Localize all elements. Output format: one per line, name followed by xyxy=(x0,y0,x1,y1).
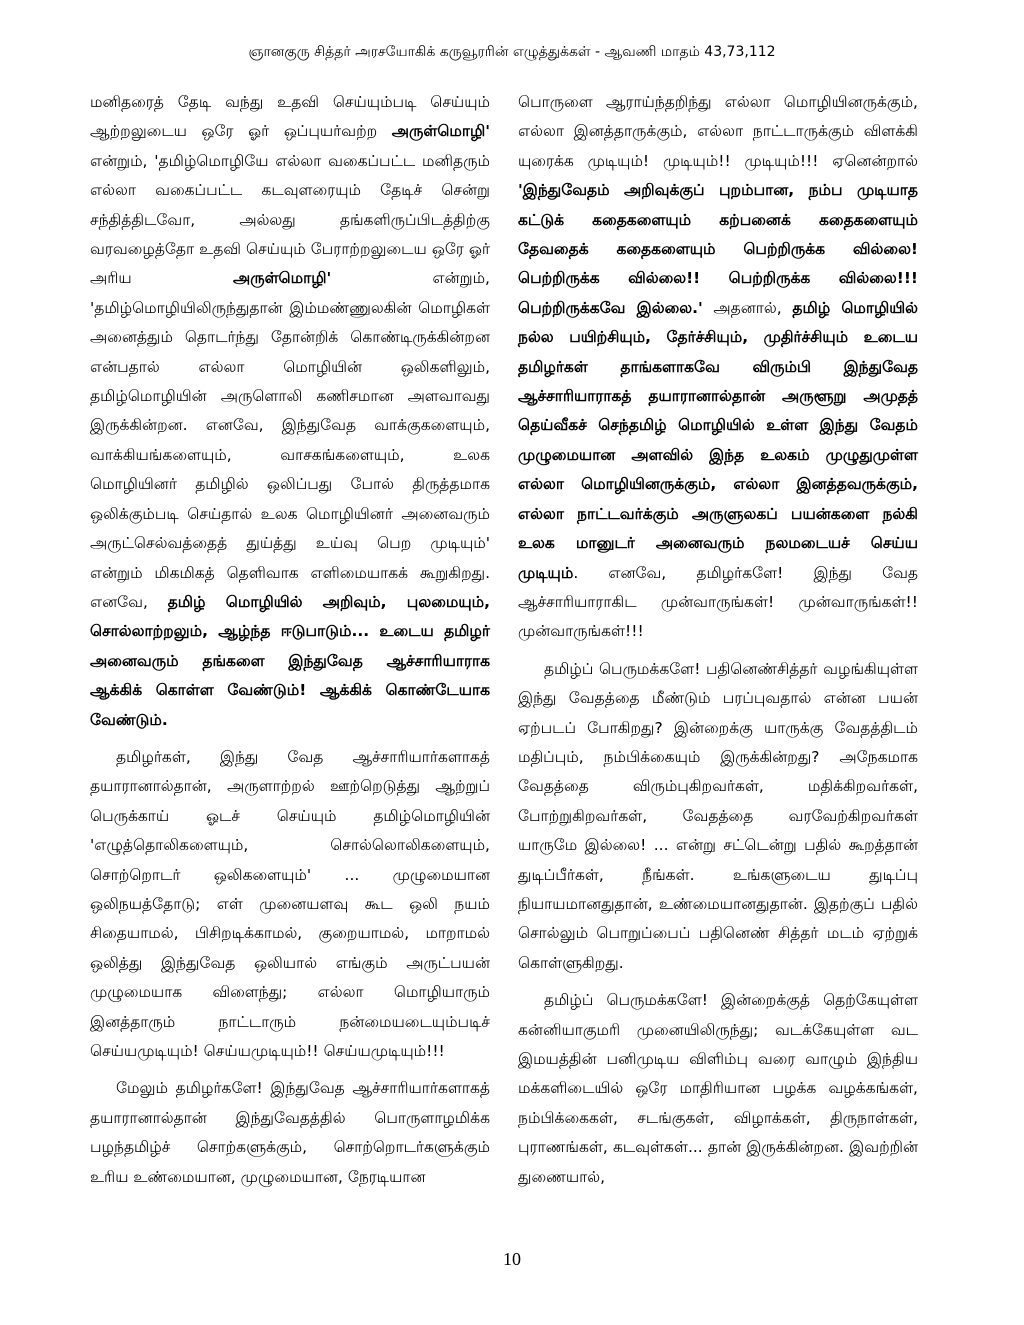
left-p1-bold-3: தமிழ் மொழியில் அறிவும், புலமையும், சொல்லாற்றலும், ஆழ்ந்த ஈடுபாடும்... உடைய தமிழர் அனைவரும் தங்களை இந்துவேத ஆச்சாரியாராக ஆக்கிக் கொள்ள வேண்டும்! ஆக்கிக் கொண்டேயாக வேண்டும். xyxy=(90,592,490,729)
left-p1-text-3: என்றும், 'தமிழ்மொழியிலிருந்துதான் இம்மண்ணுலகின் மொழிகள் அனைத்தும் தொடர்ந்து தோன்றிக் கொண்டிருக்கின்றன என்பதால் எல்லா மொழியின் ஒலிகளிலும், தமிழ்மொழியின் அருளொலி கணிசமான அளவாவது இருக்கின்றன. எனவே, இந்துவேத வாக்குகளையும், வாக்கியங்களையும், வாசகங்களையும், உலக மொழியினர் தமிழில் ஒலிப்பது போல் திருத்தமாக ஒலிக்கும்படி செய்தால் உலக மொழியினர் அனைவரும் அருட்செல்வத்தைத் துய்த்து உய்வு பெற முடியும்' என்றும் மிகமிகத் தெளிவாக எளிமையாகக் கூறுகிறது. எனவே, xyxy=(90,269,490,611)
right-paragraph-3: தமிழ்ப் பெருமக்களே! இன்றைக்குத் தெற்கேயுள்ள கன்னியாகுமரி முனையிலிருந்து; வடக்கேயுள்ள வட இமயத்தின் பனிமுடிய விளிம்பு வரை வாழும் இந்திய மக்களிடையில் ஒரே மாதிரியான பழக்க வழக்கங்கள், நம்பிக்கைகள், சடங்குகள், விழாக்கள், திருநாள்கள், புராணங்கள், கடவுள்கள்... தான் இருக்கின்றன. இவற்றின் துணையால், xyxy=(518,991,918,1186)
left-paragraph-1 xyxy=(90,88,490,735)
left-column xyxy=(90,88,490,1192)
right-column xyxy=(518,88,918,1192)
right-paragraph-2: தமிழ்ப் பெருமக்களே! பதினெண்சித்தர் வழங்கியுள்ள இந்து வேதத்தை மீண்டும் பரப்புவதால் என்ன பயன் ஏற்படப் போகிறது? இன்றைக்கு யாருக்கு வேதத்திடம் மதிப்பும், நம்பிக்கையும் இருக்கின்றது? அநேகமாக வேதத்தை விரும்புகிறவர்கள், மதிக்கிறவர்கள், போற்றுகிறவர்கள், வேதத்தை வரவேற்கிறவர்கள் யாருமே இல்லை! ... என்று சட்டென்று பதில் கூறத்தான் துடிப்பீர்கள், நீங்கள். உங்களுடைய துடிப்பு நியாயமானதுதான், உண்மையானதுதான். இதற்குப் பதில் சொல்லும் பொறுப்பைப் பதினெண் சித்தர் மடம் ஏற்றுக் கொள்ளுகிறது. xyxy=(518,659,918,972)
right-p1-text-1: பொருளை ஆராய்ந்தறிந்து எல்லா மொழியினருக்கும், எல்லா இனத்தாருக்கும், எல்லா நாட்டாருக்கும் விளக்கி யுரைக்க முடியும்! முடியும்!! முடியும்!!! ஏனென்றால் xyxy=(518,93,918,170)
left-p1-bold-1: அருள்மொழி' xyxy=(391,122,490,141)
left-paragraph-3: மேலும் தமிழர்களே! இந்துவேத ஆச்சாரியார்களாகத் தயாரானால்தான் இந்துவேதத்தில் பொருளாழமிக்க பழந்தமிழ்ச் சொற்களுக்கும், சொற்றொடர்களுக்கும் உரிய உண்மையான, முழுமையான, நேரடியான xyxy=(90,1079,490,1186)
left-p1-text-2: என்றும், 'தமிழ்மொழியே எல்லா வகைப்பட்ட மனிதரும் எல்லா வகைப்பட்ட கடவுளரையும் தேடிச் சென்று சந்தித்திடவோ, அல்லது தங்களிருப்பிடத்திற்கு வரவழைத்தோ உதவி செய்யும் பேராற்றலுடைய ஒரே ஓர் அரிய xyxy=(90,151,490,288)
right-p1-text-2: அதனால், xyxy=(702,298,793,317)
left-p1-text-1: மனிதரைத் தேடி வந்து உதவி செய்யும்படி செய்யும் ஆற்றலுடைய ஒரே ஓர் ஒப்புயர்வற்ற xyxy=(90,93,490,141)
right-p1-bold-2: தமிழ் மொழியில் நல்ல பயிற்சியும், தேர்ச்சியும், முதிர்ச்சியும் உடைய தமிழர்கள் தாங்களாகவே விரும்பி இந்துவேத ஆச்சாரியாராகத் தயாரானால்தான் அருளூறு அமுதத் தெய்வீகச் செந்தமிழ் மொழியில் உள்ள இந்து வேதம் முழுமையான அளவில் இந்த உலகம் முழுதுமுள்ள எல்லா மொழியினருக்கும், எல்லா இனத்தவருக்கும், எல்லா நாட்டவர்க்கும் அருளுலகப் பயன்களை நல்கி உலக மானுடர் அனைவரும் நலமடையச் செய்ய முடியும் xyxy=(518,298,918,582)
right-paragraph-1 xyxy=(518,88,918,647)
page-number: 10 xyxy=(503,1249,521,1269)
right-p1-text-3: . எனவே, தமிழர்களே! இந்து வேத ஆச்சாரியாராகிட முன்வாருங்கள்! முன்வாருங்கள்!! முன்வாருங்கள்!!! xyxy=(518,563,918,641)
running-header-text: ஞானகுரு சித்தர் அரசயோகிக் கருவூரரின் எழுத்துக்கள் - ஆவணி மாதம் 43,73,112 xyxy=(248,44,776,60)
right-p1-bold-1: 'இந்துவேதம் அறிவுக்குப் புறம்பான, நம்ப முடியாத கட்டுக் கதைகளையும் கற்பனைக் கதைகளையும் தேவதைக் கதைகளையும் பெற்றிருக்க வில்லை! பெற்றிருக்க வில்லை!! பெற்றிருக்க வில்லை!!! பெற்றிருக்கவே இல்லை.' xyxy=(518,181,918,317)
running-header xyxy=(0,42,1024,62)
left-p1-bold-2: அருள்மொழி' xyxy=(232,269,332,288)
left-paragraph-2: தமிழர்கள், இந்து வேத ஆச்சாரியார்களாகத் தயாரானால்தான், அருளாற்றல் ஊற்றெடுத்து ஆற்றுப் பெருக்காய் ஓடச் செய்யும் தமிழ்மொழியின் 'எழுத்தொலிகளையும், சொல்லொலிகளையும், சொற்றொடர் ஒலிகளையும்' ... முழுமையான ஒலிநயத்தோடு; எள் முனையளவு கூட ஒலி நயம் சிதையாமல், பிசிறடிக்காமல், குறையாமல், மாறாமல் ஒலித்து இந்துவேத ஒலியால் எங்கும் அருட்பயன் முழுமையாக விளைந்து; எல்லா மொழியாரும் இனத்தாரும் நாட்டாரும் நன்மையடையும்படிச் செய்யமுடியும்! செய்யமுடியும்!! செய்யமுடியும்!!! xyxy=(90,747,490,1060)
